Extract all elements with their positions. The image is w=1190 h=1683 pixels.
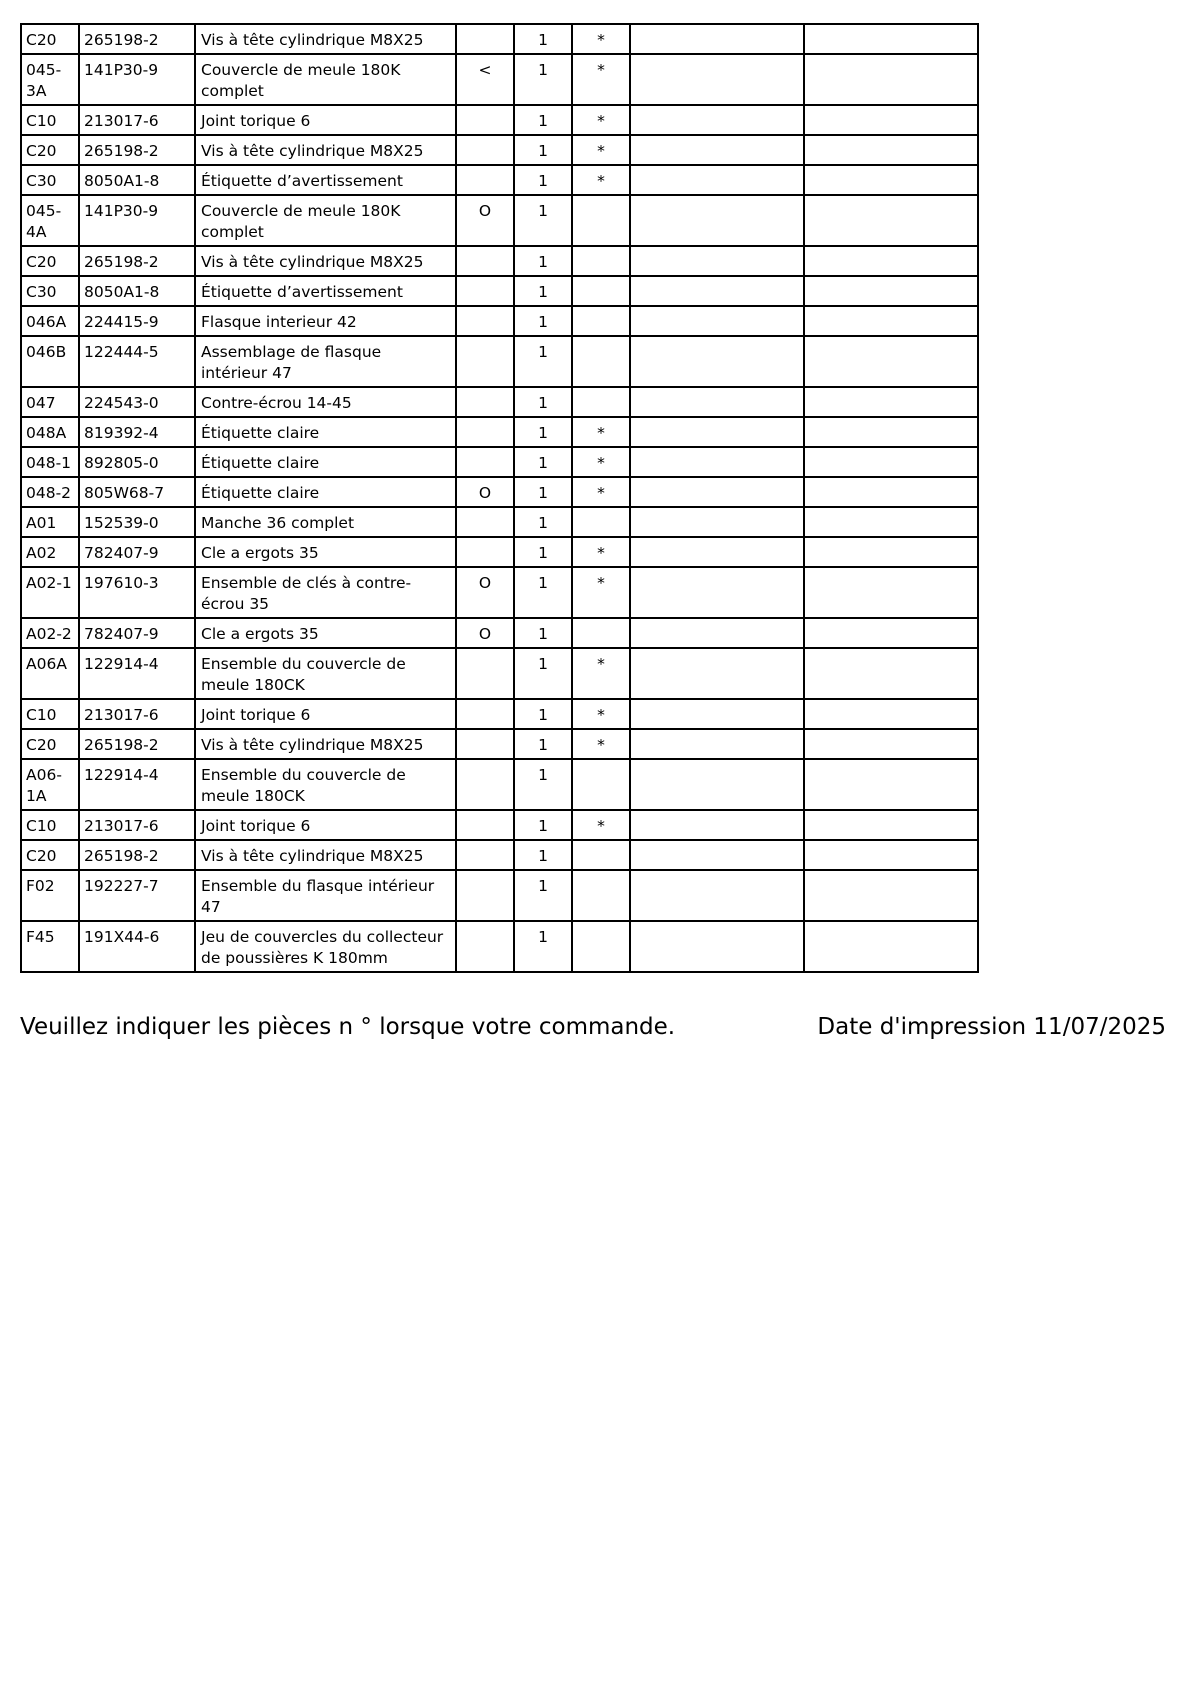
mark-cell <box>572 870 630 921</box>
blank-cell <box>630 54 804 105</box>
note-cell <box>456 870 514 921</box>
quantity-cell: 1 <box>514 840 572 870</box>
description-cell: Joint torique 6 <box>195 810 456 840</box>
description-cell: Flasque interieur 42 <box>195 306 456 336</box>
note-cell: O <box>456 477 514 507</box>
item-number-cell: A02-1 <box>21 567 79 618</box>
mark-cell <box>572 759 630 810</box>
description-cell: Étiquette claire <box>195 447 456 477</box>
quantity-cell: 1 <box>514 699 572 729</box>
item-number-cell: A02-2 <box>21 618 79 648</box>
table-row <box>21 840 978 870</box>
description-cell: Étiquette claire <box>195 417 456 447</box>
blank-cell <box>630 477 804 507</box>
blank-cell <box>630 105 804 135</box>
part-number-cell: 152539-0 <box>79 507 195 537</box>
blank-cell <box>630 387 804 417</box>
description-cell: Manche 36 complet <box>195 507 456 537</box>
item-number-cell: 048-1 <box>21 447 79 477</box>
note-cell <box>456 24 514 54</box>
note-cell <box>456 336 514 387</box>
item-number-cell: 046A <box>21 306 79 336</box>
item-number-cell: 045-4A <box>21 195 79 246</box>
mark-cell: * <box>572 54 630 105</box>
blank-cell <box>630 306 804 336</box>
description-cell: Assemblage de flasque intérieur 47 <box>195 336 456 387</box>
mark-cell: * <box>572 729 630 759</box>
part-number-cell: 224543-0 <box>79 387 195 417</box>
mark-cell: * <box>572 165 630 195</box>
note-cell <box>456 507 514 537</box>
item-number-cell: C20 <box>21 135 79 165</box>
blank-cell <box>804 477 978 507</box>
item-number-cell: C20 <box>21 840 79 870</box>
mark-cell <box>572 336 630 387</box>
description-cell: Ensemble du couvercle de meule 180CK <box>195 648 456 699</box>
blank-cell <box>630 759 804 810</box>
item-number-cell: A02 <box>21 537 79 567</box>
order-instruction-note: Veuillez indiquer les pièces n ° lorsque votre commande. <box>20 1014 676 1040</box>
note-cell <box>456 537 514 567</box>
blank-cell <box>804 870 978 921</box>
blank-cell <box>804 336 978 387</box>
description-cell: Cle a ergots 35 <box>195 537 456 567</box>
mark-cell <box>572 306 630 336</box>
table-row <box>21 105 978 135</box>
blank-cell <box>804 921 978 972</box>
quantity-cell: 1 <box>514 24 572 54</box>
item-number-cell: 046B <box>21 336 79 387</box>
note-cell: O <box>456 567 514 618</box>
blank-cell <box>804 135 978 165</box>
blank-cell <box>804 840 978 870</box>
part-number-cell: 265198-2 <box>79 135 195 165</box>
table-row <box>21 648 978 699</box>
note-cell <box>456 306 514 336</box>
description-cell: Ensemble de clés à contre-écrou 35 <box>195 567 456 618</box>
part-number-cell: 197610-3 <box>79 567 195 618</box>
blank-cell <box>804 447 978 477</box>
quantity-cell: 1 <box>514 135 572 165</box>
blank-cell <box>804 276 978 306</box>
quantity-cell: 1 <box>514 921 572 972</box>
item-number-cell: A06-1A <box>21 759 79 810</box>
quantity-cell: 1 <box>514 507 572 537</box>
table-row <box>21 567 978 618</box>
quantity-cell: 1 <box>514 336 572 387</box>
item-number-cell: C30 <box>21 276 79 306</box>
item-number-cell: C30 <box>21 165 79 195</box>
note-cell <box>456 840 514 870</box>
blank-cell <box>630 729 804 759</box>
table-row <box>21 537 978 567</box>
description-cell: Couvercle de meule 180K complet <box>195 195 456 246</box>
quantity-cell: 1 <box>514 618 572 648</box>
description-cell: Ensemble du flasque intérieur 47 <box>195 870 456 921</box>
blank-cell <box>630 447 804 477</box>
blank-cell <box>630 840 804 870</box>
quantity-cell: 1 <box>514 165 572 195</box>
mark-cell <box>572 507 630 537</box>
description-cell: Ensemble du couvercle de meule 180CK <box>195 759 456 810</box>
part-number-cell: 782407-9 <box>79 537 195 567</box>
description-cell: Étiquette claire <box>195 477 456 507</box>
description-cell: Couvercle de meule 180K complet <box>195 54 456 105</box>
table-row <box>21 387 978 417</box>
note-cell <box>456 105 514 135</box>
blank-cell <box>804 246 978 276</box>
mark-cell: * <box>572 135 630 165</box>
item-number-cell: 048-2 <box>21 477 79 507</box>
note-cell: O <box>456 618 514 648</box>
part-number-cell: 213017-6 <box>79 699 195 729</box>
mark-cell: * <box>572 567 630 618</box>
note-cell <box>456 648 514 699</box>
part-number-cell: 122914-4 <box>79 759 195 810</box>
part-number-cell: 805W68-7 <box>79 477 195 507</box>
description-cell: Vis à tête cylindrique M8X25 <box>195 246 456 276</box>
part-number-cell: 141P30-9 <box>79 54 195 105</box>
part-number-cell: 819392-4 <box>79 417 195 447</box>
note-cell <box>456 810 514 840</box>
table-row <box>21 729 978 759</box>
table-row <box>21 810 978 840</box>
note-cell <box>456 246 514 276</box>
part-number-cell: 265198-2 <box>79 729 195 759</box>
blank-cell <box>630 921 804 972</box>
blank-cell <box>804 105 978 135</box>
table-row <box>21 618 978 648</box>
item-number-cell: C20 <box>21 246 79 276</box>
parts-table-body <box>21 24 978 972</box>
blank-cell <box>804 648 978 699</box>
item-number-cell: 048A <box>21 417 79 447</box>
quantity-cell: 1 <box>514 387 572 417</box>
table-row <box>21 306 978 336</box>
blank-cell <box>630 507 804 537</box>
part-number-cell: 265198-2 <box>79 24 195 54</box>
blank-cell <box>804 165 978 195</box>
item-number-cell: C10 <box>21 105 79 135</box>
description-cell: Joint torique 6 <box>195 699 456 729</box>
quantity-cell: 1 <box>514 648 572 699</box>
quantity-cell: 1 <box>514 276 572 306</box>
quantity-cell: 1 <box>514 759 572 810</box>
blank-cell <box>804 537 978 567</box>
mark-cell <box>572 840 630 870</box>
blank-cell <box>630 567 804 618</box>
blank-cell <box>630 537 804 567</box>
blank-cell <box>804 387 978 417</box>
note-cell <box>456 729 514 759</box>
description-cell: Joint torique 6 <box>195 105 456 135</box>
table-row <box>21 195 978 246</box>
description-cell: Vis à tête cylindrique M8X25 <box>195 840 456 870</box>
item-number-cell: A01 <box>21 507 79 537</box>
blank-cell <box>804 567 978 618</box>
table-row <box>21 507 978 537</box>
item-number-cell: C20 <box>21 729 79 759</box>
item-number-cell: F02 <box>21 870 79 921</box>
blank-cell <box>630 699 804 729</box>
table-row <box>21 477 978 507</box>
item-number-cell: C10 <box>21 810 79 840</box>
mark-cell: * <box>572 648 630 699</box>
part-number-cell: 191X44-6 <box>79 921 195 972</box>
table-row <box>21 246 978 276</box>
description-cell: Vis à tête cylindrique M8X25 <box>195 135 456 165</box>
blank-cell <box>630 870 804 921</box>
item-number-cell: F45 <box>21 921 79 972</box>
quantity-cell: 1 <box>514 537 572 567</box>
blank-cell <box>804 810 978 840</box>
part-number-cell: 8050A1-8 <box>79 165 195 195</box>
quantity-cell: 1 <box>514 477 572 507</box>
blank-cell <box>630 648 804 699</box>
note-cell <box>456 165 514 195</box>
quantity-cell: 1 <box>514 246 572 276</box>
mark-cell <box>572 276 630 306</box>
note-cell: O <box>456 195 514 246</box>
mark-cell: * <box>572 537 630 567</box>
parts-table <box>20 23 979 973</box>
blank-cell <box>630 195 804 246</box>
table-row <box>21 759 978 810</box>
quantity-cell: 1 <box>514 54 572 105</box>
quantity-cell: 1 <box>514 195 572 246</box>
blank-cell <box>804 195 978 246</box>
mark-cell: * <box>572 105 630 135</box>
quantity-cell: 1 <box>514 729 572 759</box>
part-number-cell: 8050A1-8 <box>79 276 195 306</box>
blank-cell <box>804 699 978 729</box>
table-row <box>21 921 978 972</box>
table-row <box>21 165 978 195</box>
note-cell <box>456 921 514 972</box>
blank-cell <box>804 417 978 447</box>
quantity-cell: 1 <box>514 447 572 477</box>
part-number-cell: 892805-0 <box>79 447 195 477</box>
blank-cell <box>630 135 804 165</box>
blank-cell <box>630 417 804 447</box>
table-row <box>21 699 978 729</box>
note-cell <box>456 135 514 165</box>
quantity-cell: 1 <box>514 306 572 336</box>
mark-cell <box>572 246 630 276</box>
blank-cell <box>630 165 804 195</box>
item-number-cell: A06A <box>21 648 79 699</box>
part-number-cell: 213017-6 <box>79 105 195 135</box>
mark-cell <box>572 618 630 648</box>
mark-cell: * <box>572 699 630 729</box>
part-number-cell: 224415-9 <box>79 306 195 336</box>
note-cell <box>456 417 514 447</box>
quantity-cell: 1 <box>514 810 572 840</box>
item-number-cell: C20 <box>21 24 79 54</box>
description-cell: Cle a ergots 35 <box>195 618 456 648</box>
table-row <box>21 276 978 306</box>
item-number-cell: C10 <box>21 699 79 729</box>
blank-cell <box>630 336 804 387</box>
part-number-cell: 141P30-9 <box>79 195 195 246</box>
description-cell: Vis à tête cylindrique M8X25 <box>195 729 456 759</box>
blank-cell <box>804 54 978 105</box>
mark-cell: * <box>572 477 630 507</box>
blank-cell <box>630 618 804 648</box>
print-date: Date d'impression 11/07/2025 <box>817 1014 1166 1040</box>
blank-cell <box>804 618 978 648</box>
description-cell: Étiquette d’avertissement <box>195 276 456 306</box>
quantity-cell: 1 <box>514 105 572 135</box>
table-row <box>21 336 978 387</box>
part-number-cell: 213017-6 <box>79 810 195 840</box>
mark-cell <box>572 195 630 246</box>
mark-cell: * <box>572 24 630 54</box>
part-number-cell: 122444-5 <box>79 336 195 387</box>
blank-cell <box>804 24 978 54</box>
mark-cell <box>572 921 630 972</box>
table-row <box>21 54 978 105</box>
description-cell: Contre-écrou 14-45 <box>195 387 456 417</box>
mark-cell <box>572 387 630 417</box>
mark-cell: * <box>572 447 630 477</box>
description-cell: Jeu de couvercles du collecteur de poussières K 180mm <box>195 921 456 972</box>
table-row <box>21 870 978 921</box>
blank-cell <box>630 276 804 306</box>
table-row <box>21 417 978 447</box>
note-cell <box>456 699 514 729</box>
table-row <box>21 135 978 165</box>
mark-cell: * <box>572 810 630 840</box>
note-cell <box>456 759 514 810</box>
part-number-cell: 122914-4 <box>79 648 195 699</box>
blank-cell <box>630 24 804 54</box>
part-number-cell: 265198-2 <box>79 246 195 276</box>
blank-cell <box>804 759 978 810</box>
quantity-cell: 1 <box>514 870 572 921</box>
description-cell: Vis à tête cylindrique M8X25 <box>195 24 456 54</box>
mark-cell: * <box>572 417 630 447</box>
note-cell <box>456 276 514 306</box>
blank-cell <box>804 507 978 537</box>
part-number-cell: 192227-7 <box>79 870 195 921</box>
part-number-cell: 265198-2 <box>79 840 195 870</box>
item-number-cell: 047 <box>21 387 79 417</box>
blank-cell <box>630 810 804 840</box>
blank-cell <box>804 306 978 336</box>
item-number-cell: 045-3A <box>21 54 79 105</box>
note-cell: < <box>456 54 514 105</box>
quantity-cell: 1 <box>514 417 572 447</box>
note-cell <box>456 387 514 417</box>
blank-cell <box>804 729 978 759</box>
blank-cell <box>630 246 804 276</box>
quantity-cell: 1 <box>514 567 572 618</box>
description-cell: Étiquette d’avertissement <box>195 165 456 195</box>
part-number-cell: 782407-9 <box>79 618 195 648</box>
note-cell <box>456 447 514 477</box>
table-row <box>21 447 978 477</box>
table-row <box>21 24 978 54</box>
